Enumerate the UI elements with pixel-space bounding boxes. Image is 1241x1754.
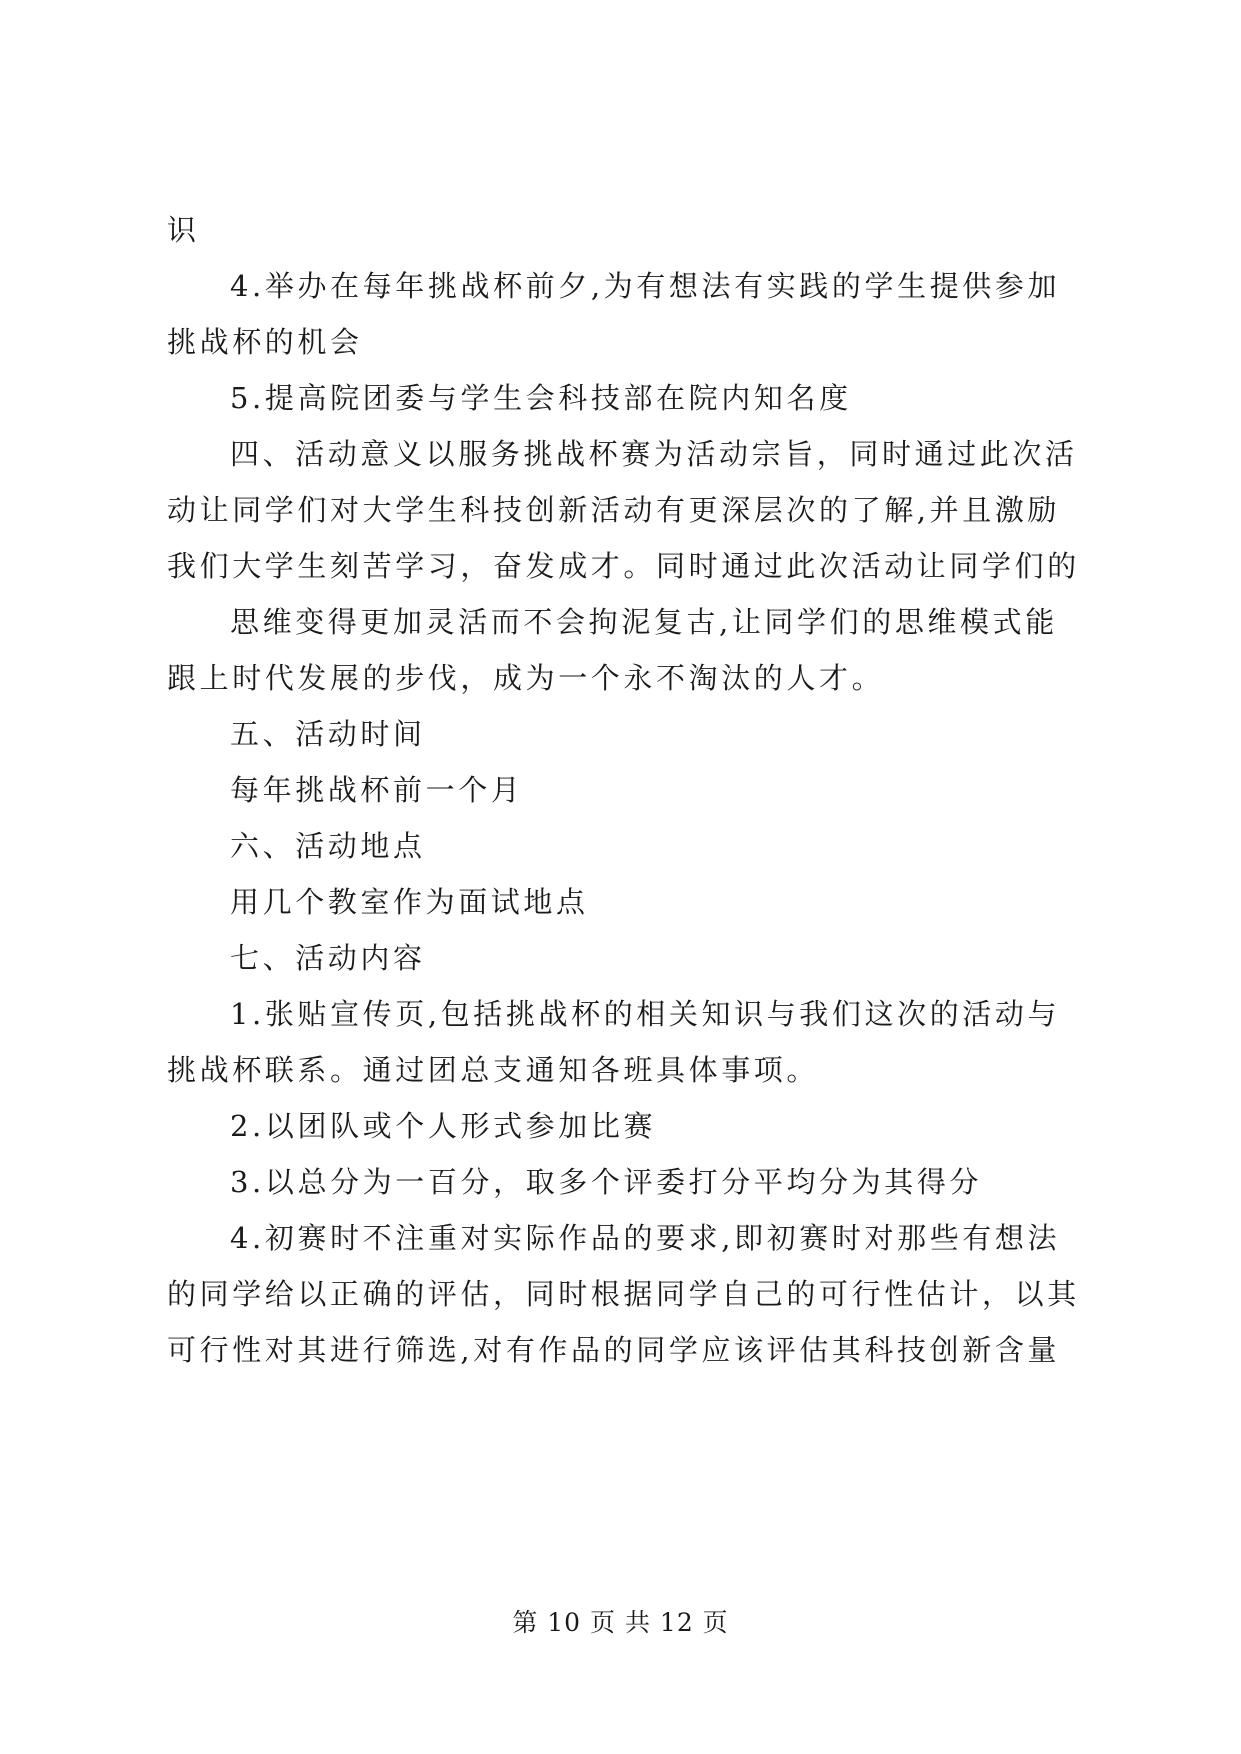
text-line: 动让同学们对大学生科技创新活动有更深层次的了解,并且激励 [167,493,1061,527]
section-heading: 七、活动内容 [230,941,426,975]
page-number-footer: 第 10 页 共 12 页 [512,1608,729,1637]
text-line: 挑战杯联系。通过团总支通知各班具体事项。 [167,1053,820,1087]
section-heading: 六、活动地点 [230,829,426,863]
text-line: 四、活动意义以服务挑战杯赛为活动宗旨，同时通过此次活 [230,437,1078,471]
text-line: 5.提高院团委与学生会科技部在院内知名度 [230,381,852,415]
text-line: 的同学给以正确的评估，同时根据同学自己的可行性估计，以其 [167,1277,1080,1311]
text-line: 可行性对其进行筛选,对有作品的同学应该评估其科技创新含量 [167,1333,1061,1367]
text-line: 2.以团队或个人形式参加比赛 [230,1109,657,1143]
text-line: 思维变得更加灵活而不会拘泥复古,让同学们的思维模式能 [230,605,1058,639]
text-line: 挑战杯的机会 [167,325,363,359]
text-line: 3.以总分为一百分，取多个评委打分平均分为其得分 [230,1165,983,1199]
text-line: 识 [167,213,200,247]
text-line: 4.举办在每年挑战杯前夕,为有想法有实践的学生提供参加 [230,269,1061,303]
text-line: 我们大学生刻苦学习，奋发成才。同时通过此次活动让同学们的 [167,549,1080,583]
text-line: 4.初赛时不注重对实际作品的要求,即初赛时对那些有想法 [230,1221,1061,1255]
text-line: 用几个教室作为面试地点 [230,885,589,919]
section-heading: 五、活动时间 [230,717,426,751]
text-line: 1.张贴宣传页,包括挑战杯的相关知识与我们这次的活动与 [230,997,1061,1031]
text-line: 每年挑战杯前一个月 [230,773,524,807]
text-line: 跟上时代发展的步伐，成为一个永不淘汰的人才。 [167,661,885,695]
